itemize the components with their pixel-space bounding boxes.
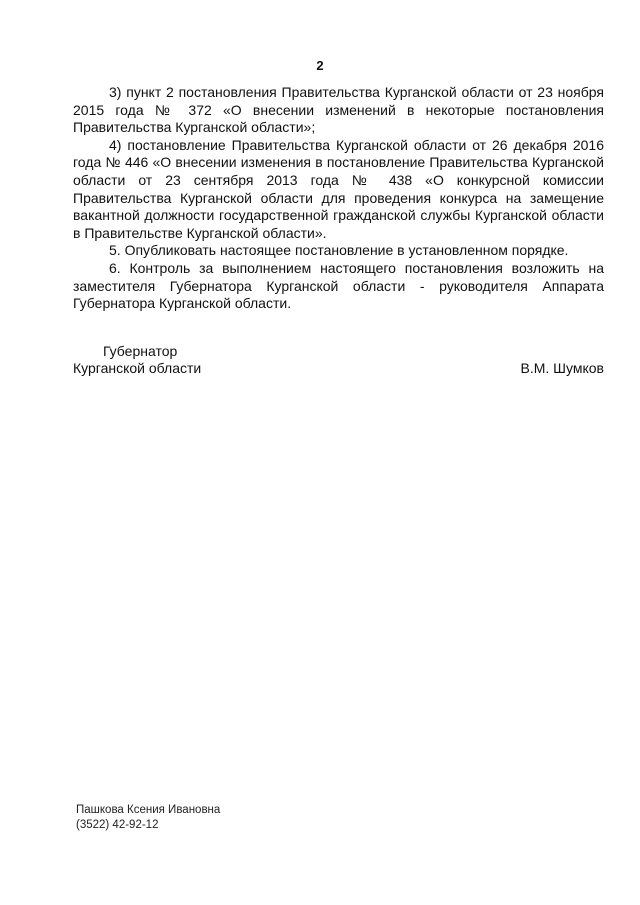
executor-phone: (3522) 42-92-12 [76,819,159,831]
paragraph-item-3: 3) пункт 2 постановления Правительства Курганской области от 23 ноября 2015 года № 372 «О внесении изменений в некоторые постановления Правительства Курганской области»; [73,84,604,136]
signatory-name: В.М. Шумков [520,360,604,376]
paragraph-item-4: 4) постановление Правительства Курганской области от 26 декабря 2016 года № 446 «О внесении изменения в постановление Правительства Курганской области от 23 сентября 2013 года № 438 «О конкурсной комиссии Правительства Курганской области для проведения конкурса на замещение вакантной должности государственной гражданской службы Курганской области в Правительстве Курганской области». [73,136,604,241]
paragraph-item-5: 5. Опубликовать настоящее постановление в установленном порядке. [109,242,569,259]
paragraph-item-6: 6. Контроль за выполнением настоящего постановления возложить на заместителя Губернатора Курганской области - руководителя Аппарата Губернатора Курганской области. [73,259,604,312]
signature-row [73,360,604,377]
document-body [73,84,604,313]
page-number: 2 [316,58,324,73]
signature-block [73,343,604,377]
signatory-title-line1: Губернатор [103,343,178,359]
executor-name: Пашкова Ксения Ивановна [76,804,221,816]
signatory-title-line2: Курганской области [73,360,202,376]
executor-info [76,803,220,833]
